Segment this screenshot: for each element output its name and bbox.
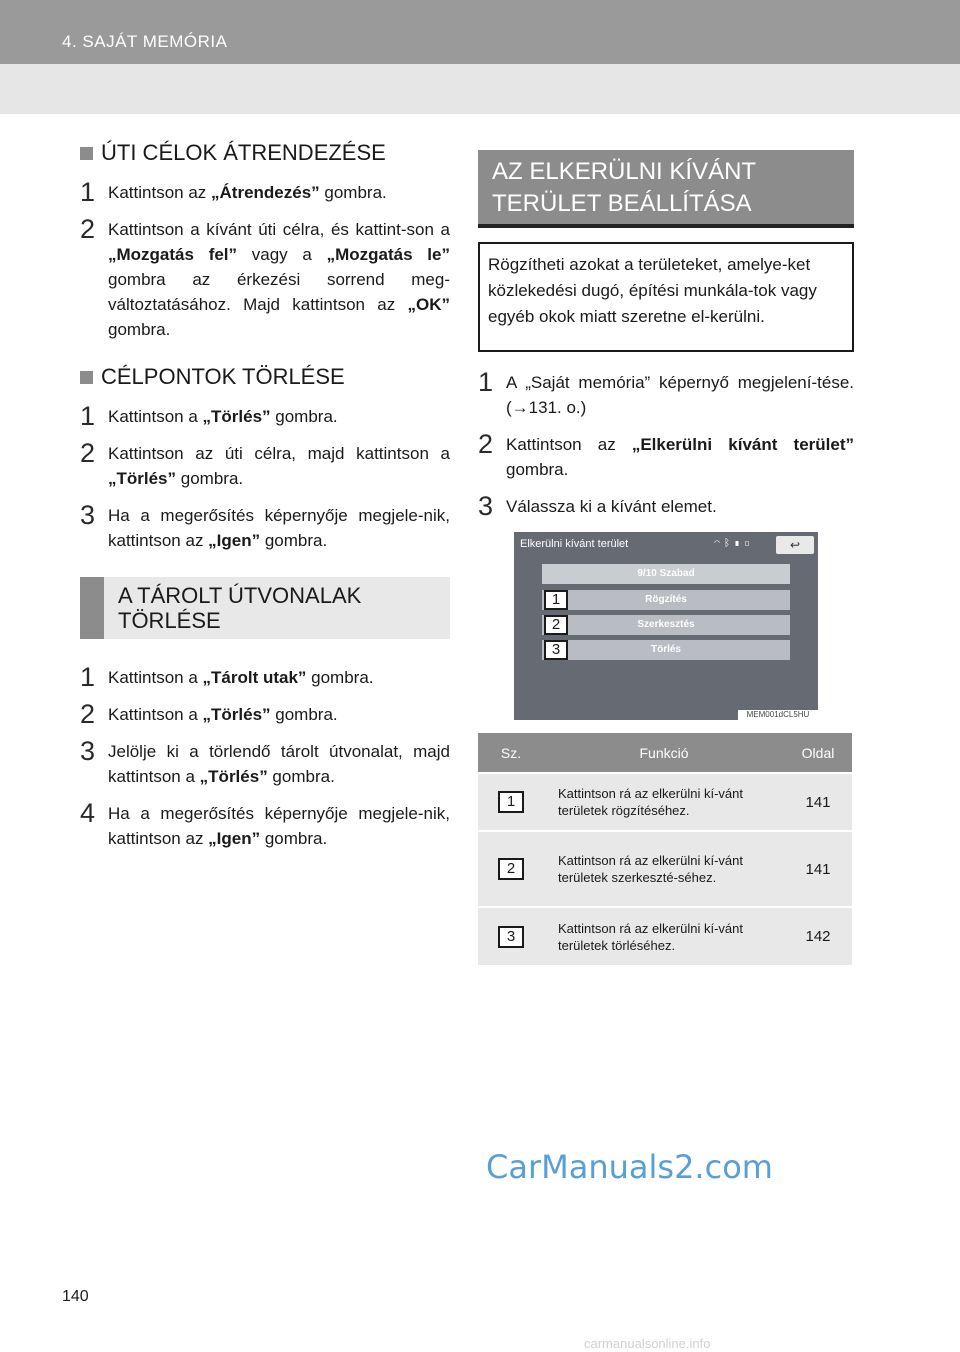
- step: 1 Kattintson az „Átrendezés” gombra.: [80, 177, 387, 207]
- bullet-square-icon: [80, 147, 93, 160]
- step: 3 Ha a megerősítés képernyője megjele-nik, kattintson az „Igen” gombra.: [80, 500, 450, 550]
- column-header-no: Sz.: [478, 733, 544, 773]
- step: 2 Kattintson a „Törlés” gombra.: [80, 699, 338, 729]
- table-cell-function: Kattintson rá az elkerülni kí-vánt területek szerkeszté-séhez.: [544, 831, 784, 907]
- step: 3 Válassza ki a kívánt elemet.: [478, 491, 717, 521]
- section-heading-delete-destinations: CÉLPONTOK TÖRLÉSE: [80, 364, 450, 390]
- image-code: MEM001dCL5HU: [738, 710, 818, 720]
- step: 2 Kattintson a kívánt úti célra, és kattint-son a „Mozgatás fel” vagy a „Mozgatás le” gombra az érkezési sorrend meg-változtatásához. Majd kattintson az „OK” gombra.: [80, 214, 450, 339]
- step: 1 Kattintson a „Tárolt utak” gombra.: [80, 662, 374, 692]
- back-arrow-icon: ↩: [789, 538, 801, 552]
- watermark: CarManuals2.com: [486, 1148, 773, 1186]
- edit-button[interactable]: Szerkesztés: [542, 615, 790, 635]
- step: 1 Kattintson a „Törlés” gombra.: [80, 401, 338, 431]
- callout-badge: 3: [544, 640, 568, 660]
- footer-watermark: carmanualsonline.info: [584, 1336, 711, 1351]
- chapter-subheader-bar: [0, 64, 960, 114]
- section-heading-reorder: ÚTI CÉLOK ÁTRENDEZÉSE: [80, 140, 450, 166]
- table-cell-function: Kattintson rá az elkerülni kí-vánt területek törléséhez.: [544, 907, 784, 965]
- bluetooth-icon: ᛒ: [724, 538, 734, 549]
- step: 4 Ha a megerősítés képernyője megjele-nik, kattintson az „Igen” gombra.: [80, 798, 450, 848]
- table-row: [478, 907, 852, 965]
- table-cell-function: Kattintson rá az elkerülni kí-vánt területek rögzítéséhez.: [544, 773, 784, 831]
- callout-badge: 1: [544, 590, 568, 610]
- section-box-delete-routes: A TÁROLT ÚTVONALAK TÖRLÉSE: [80, 577, 450, 639]
- step: 2 Kattintson az úti célra, majd kattintson a „Törlés” gombra.: [80, 438, 450, 488]
- step: 1 A „Saját memória” képernyő megjelení-tése. (→131. o.): [478, 367, 854, 417]
- column-header-page: Oldal: [784, 733, 852, 773]
- column-header-function: Funkció: [544, 733, 784, 773]
- delete-button[interactable]: Törlés: [542, 640, 790, 660]
- status-icons: [714, 538, 754, 549]
- table-row: [478, 773, 852, 831]
- callout-badge: 2: [544, 615, 568, 635]
- signal-icon: ▮: [734, 538, 744, 549]
- bullet-square-icon: [80, 371, 93, 384]
- chapter-title: 4. SAJÁT MEMÓRIA: [62, 32, 228, 51]
- table-cell-page: 141: [784, 831, 852, 907]
- left-column: [80, 140, 450, 863]
- function-table: [478, 733, 852, 965]
- chapter-header-bar: [0, 0, 960, 64]
- register-button[interactable]: Rögzítés: [542, 590, 790, 610]
- battery-icon: ▯: [744, 538, 754, 549]
- table-row: [478, 831, 852, 907]
- table-cell-page: 141: [784, 773, 852, 831]
- screen-title: Elkerülni kívánt terület: [520, 538, 629, 550]
- number-badge: 3: [498, 926, 524, 948]
- page-number: 140: [62, 1288, 89, 1305]
- number-badge: 1: [498, 791, 524, 813]
- screen-illustration: [514, 532, 818, 720]
- right-column: [478, 150, 854, 531]
- wifi-icon: ◠: [714, 538, 724, 549]
- table-cell-page: 142: [784, 907, 852, 965]
- section-title-avoid-area: AZ ELKERÜLNI KÍVÁNT TERÜLET BEÁLLÍTÁSA: [478, 150, 854, 228]
- step: 3 Jelölje ki a törlendő tárolt útvonalat, majd kattintson a „Törlés” gombra.: [80, 736, 450, 786]
- back-button[interactable]: [776, 536, 814, 554]
- table-header-row: [478, 733, 852, 773]
- number-badge: 2: [498, 858, 524, 880]
- free-slots-status: 9/10 Szabad: [542, 564, 790, 584]
- step: 2 Kattintson az „Elkerülni kívánt terület” gombra.: [478, 429, 854, 479]
- info-box: Rögzítheti azokat a területeket, amelye-ket közlekedési dugó, építési munkála-tok vagy egyéb okok miatt szeretne el-kerülni.: [478, 242, 854, 352]
